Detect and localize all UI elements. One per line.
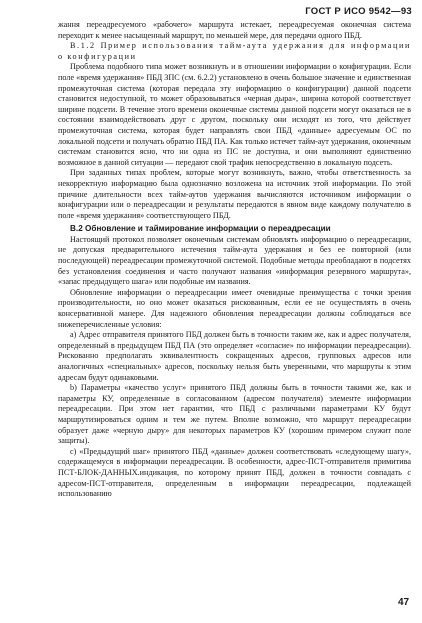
page-body bbox=[58, 20, 411, 500]
list-item-c: с) «Предыдущий шаг» принятого ПБД «данные» должен соответствовать «следующему шагу», содержащемуся в информации переадресации. В особенности, адрес-ПСТ-отправителя примитива ПСТ-БЛОК-ДАННЫХ.индикация, по которому принят ПБД, должен в точности совпадать с адресом-ПСТ-отправителя, определенным в информации переадресации, подлежащей использованию bbox=[58, 446, 411, 499]
paragraph: Обновление информации о переадресации имеет очевидные преимущества с точки зрения производительности, но оно может оказаться рискованным, если ее не осуществлять в очень консервативной манере. Для надежного обновления переадресации должны соблюдаться все нижеперечисленные условия: bbox=[58, 287, 411, 329]
page-number: 47 bbox=[398, 597, 410, 608]
paragraph: Проблема подобного типа может возникнуть и в отношении информации о конфигурации. Если поле «время удержания» ПБД ЗПС (см. 6.2.2) установлено в очень большое значение и единственная промежуточная система (которая передала эту информацию о конфигурации) данной подсети становится недоступной, то может образовываться «черная дыра», ширина которой соответствует ширине подсети. В течение этого времени оконечные системы данной подсети могут оказаться не в состоянии взаимодействовать друг с другом, поскольку они исходят из того, что действует промежуточная система, которая будет направлять свои ПБД «данные» адресуемым ОС по локальной подсети и получать обратно ПБД ПА. Как только истечет тайм-аут удержания, оконечным системам становится ясно, что ни одна из ПС не доступна, и они выполняют единственно возможное в данной ситуации — передают свой трафик непосредственно в локальную подсеть. bbox=[58, 62, 411, 167]
standard-header: ГОСТ Р ИСО 9542—93 bbox=[305, 6, 412, 17]
list-item-a: а) Адрес отправителя принятого ПБД должен быть в точности таким же, как и адрес получателя, определенный в предыдущем ПБД ПА (это определяет «согласие» по информации переадресации). Рискованно предполагать эквивалентность сокращенных адресов, групповых адресов или аналогичных «специальных» адресов, поскольку нельзя быть уверенными, что маршруты к этим адресам будут одинаковыми. bbox=[58, 330, 411, 382]
subsection-heading-b12: В.1.2 Пример использования тайм-аута удержания для информации о конфигурации bbox=[58, 41, 411, 61]
paragraph-continuation: жання переадресуемого «рабочего» маршрута истекает, переадресуемая оконечная система переходит к менее насыщенный маршрут, по меньшей мере, для передачи одного ПБД. bbox=[58, 20, 411, 40]
list-item-b: b) Параметры «качество услуг» принятого ПБД должны быть в точности такими же, как и параметры КУ, определенные в согласованном (адресом получателя) элементе информации переадресации. При этом нет гарантии, что ПБД с различными параметрами КУ будут маршрутизироваться одним и тем же путем. Вполне возможно, что маршрут переадресации образует даже «черную дыру» для некоторых параметров КУ (хорошим примером служит поле защиты). bbox=[58, 383, 411, 446]
paragraph: При заданных типах проблем, которые могут возникнуть, важно, чтобы ответственность за некорректную информацию была однозначно возложена на источник этой информации. По этой причине длительности всех тайм-аутов удержания вычисляются источником информации о конфигурации или о переадресации и результаты передаются в явном виде каждому получателю в поле «время удержания» соответствующего ПБД. bbox=[58, 168, 411, 220]
section-heading-b2: В.2 Обновление и таймирование информации о переадресации bbox=[70, 224, 331, 234]
paragraph: Настоящий протокол позволяет оконечным системам обновлять информацию о переадресации, не допуская предварительного истечения тайм-аута удержания и без ее повторной (или последующей) переадресации промежуточной системой. Подобные методы преобладают в подсетях без установления соединения и часто получают названия «информация резервного маршрута», «запас предыдущего шага» или подобные им названия. bbox=[58, 234, 411, 287]
